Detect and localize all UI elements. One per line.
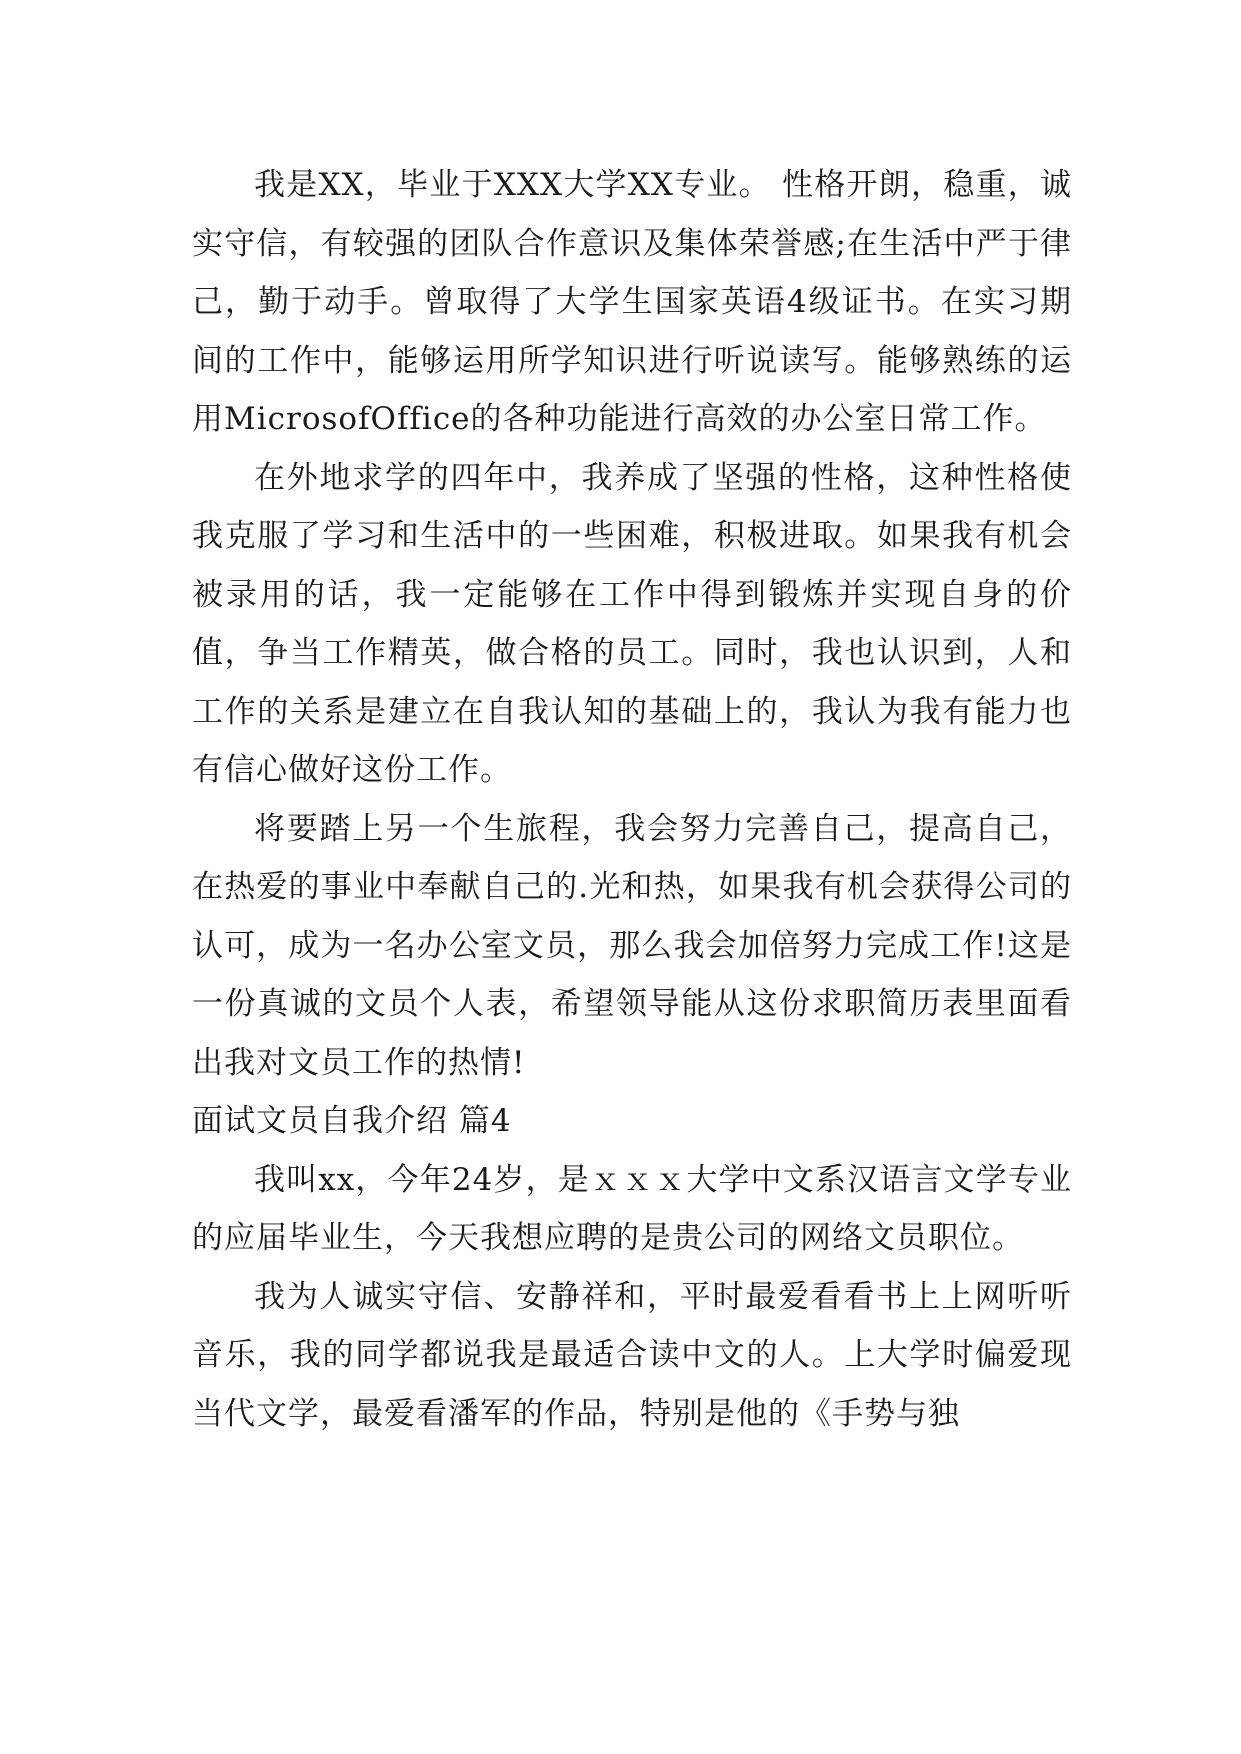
document-body: [192, 156, 1072, 1443]
section-heading: 面试文员自我介绍 篇4: [192, 1103, 512, 1139]
paragraph-name-age: 我叫xx，今年24岁，是ｘｘｘ大学中文系汉语言文学专业的应届毕业生，今天我想应聘的是贵公司的网络文员职位。: [192, 1161, 1072, 1256]
paragraph-study-abroad: 在外地求学的四年中，我养成了坚强的性格，这种性格使我克服了学习和生活中的一些困难，积极进取。如果我有机会被录用的话，我一定能够在工作中得到锻炼并实现自身的价值，争当工作精英，做合格的员工。同时，我也认识到，人和工作的关系是建立在自我认知的基础上的，我认为我有能力也有信心做好这份工作。: [192, 459, 1072, 788]
paragraph-self-intro: 我是XX，毕业于XXX大学XX专业。 性格开朗，稳重，诚实守信，有较强的团队合作意识及集体荣誉感;在生活中严于律己，勤于动手。曾取得了大学生国家英语4级证书。在实习期间的工作中，能够运用所学知识进行听说读写。能够熟练的运用MicrosofOffice的各种功能进行高效的办公室日常工作。: [192, 167, 1072, 437]
paragraph-personality: 我为人诚实守信、安静祥和，平时最爱看看书上上网听听音乐，我的同学都说我是最适合读中文的人。上大学时偏爱现当代文学，最爱看潘军的作品，特别是他的《手势与独: [192, 1278, 1072, 1432]
paragraph-future-plan: 将要踏上另一个生旅程，我会努力完善自己，提高自己，在热爱的事业中奉献自己的.光和热，如果我有机会获得公司的认可，成为一名办公室文员，那么我会加倍努力完成工作!这是一份真诚的文员个人表，希望领导能从这份求职简历表里面看出我对文员工作的热情!: [192, 810, 1072, 1081]
